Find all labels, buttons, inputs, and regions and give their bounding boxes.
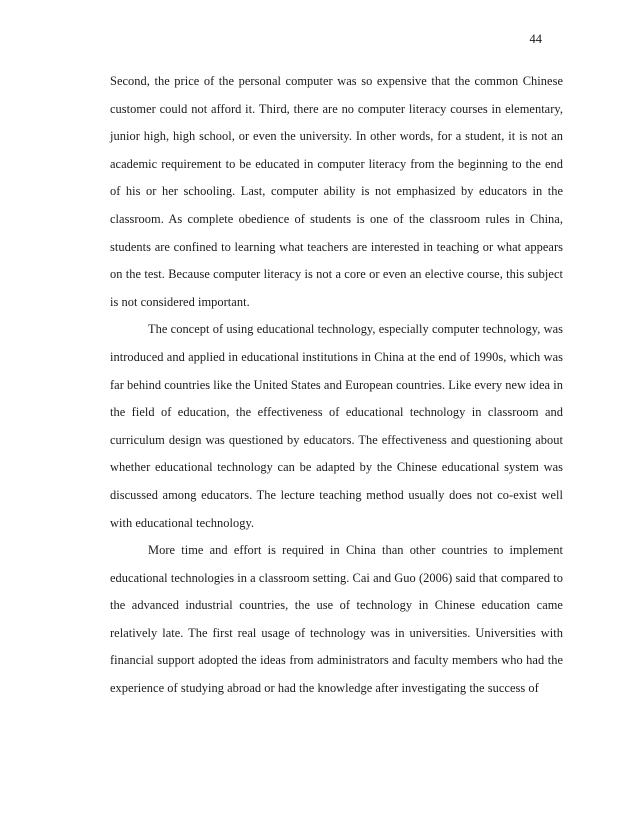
paragraph-3: More time and effort is required in China than other countries to implement educational technologies in a classroom setting. Cai and Guo (2006) said that compared to the advanced industrial countries, the use of technology in Chinese education came relatively late. The first real usage of technology was in universities. Universities with financial support adopted the ideas from administrators and faculty members who had the experience of studying abroad or had the knowledge after investigating the success of: [110, 543, 563, 696]
body-text: [110, 68, 563, 703]
paragraph-1: Second, the price of the personal computer was so expensive that the common Chinese customer could not afford it. Third, there are no computer literacy courses in elementary, junior high, high school, or even the university. In other words, for a student, it is not an academic requirement to be educated in computer literacy from the beginning to the end of his or her schooling. Last, computer ability is not emphasized by educators in the classroom. As complete obedience of students is one of the classroom rules in China, students are confined to learning what teachers are interested in teaching or what appears on the test. Because computer literacy is not a core or even an elective course, this subject is not considered important.: [110, 74, 563, 309]
paragraph-2: The concept of using educational technology, especially computer technology, was introduced and applied in educational institutions in China at the end of 1990s, which was far behind countries like the United States and European countries. Like every new idea in the field of education, the effectiveness of educational technology in classroom and curriculum design was questioned by educators. The effectiveness and questioning about whether educational technology can be adapted by the Chinese educational system was discussed among educators. The lecture teaching method usually does not co-exist well with educational technology.: [110, 322, 563, 530]
page-number: 44: [529, 32, 542, 46]
